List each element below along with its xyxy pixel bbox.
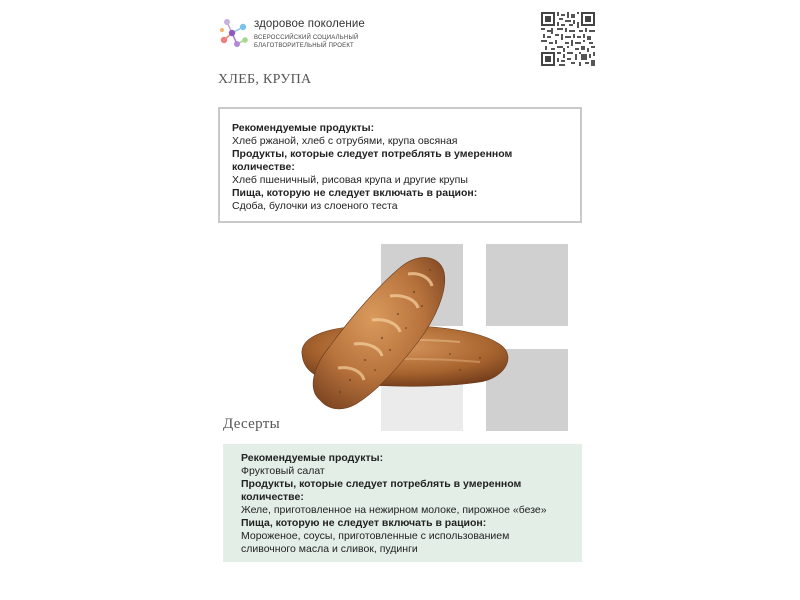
logo-subtitle-line: ВСЕРОССИЙСКИЙ СОЦИАЛЬНЫЙ [254, 35, 359, 41]
excluded-items: Сдоба, булочки из слоеного теста [232, 200, 398, 212]
moderate-label: количестве: [232, 161, 295, 173]
moderate-label: количестве: [241, 491, 304, 503]
excluded-label: Пища, которую не следует включать в рацион: [241, 517, 487, 529]
bread-loaves-image [290, 250, 515, 415]
qr-code-icon[interactable] [541, 12, 595, 66]
molecule-logo-icon [219, 16, 249, 50]
recommended-items: Хлеб ржаной, хлеб с отрубями, крупа овсяная [232, 135, 458, 147]
moderate-items: Желе, приготовленное на нежирном молоке, пирожное «безе» [241, 504, 547, 516]
section-title-bread: ХЛЕБ, КРУПА [218, 72, 312, 87]
excluded-items: сливочного масла и сливок, пудинги [241, 543, 418, 555]
logo-name: здоровое поколение [254, 18, 365, 30]
recommended-items: Фруктовый салат [241, 465, 325, 477]
moderate-items: Хлеб пшеничный, рисовая крупа и другие крупы [232, 174, 468, 186]
logo-subtitle-line: БЛАГОТВОРИТЕЛЬНЫЙ ПРОЕКТ [254, 43, 354, 49]
desserts-info-box [223, 444, 582, 562]
bread-info-box [218, 107, 582, 223]
section-title-desserts: Десерты [223, 416, 280, 432]
moderate-label: Продукты, которые следует потреблять в умеренном [241, 478, 522, 490]
excluded-items: Мороженое, соусы, приготовленные с использованием [241, 530, 510, 542]
recommended-label: Рекомендуемые продукты: [232, 122, 375, 134]
recommended-label: Рекомендуемые продукты: [241, 452, 384, 464]
excluded-label: Пища, которую не следует включать в рацион: [232, 187, 478, 199]
project-logo [219, 16, 399, 54]
logo-subtitle [254, 34, 358, 50]
moderate-label: Продукты, которые следует потреблять в умеренном [232, 148, 513, 160]
